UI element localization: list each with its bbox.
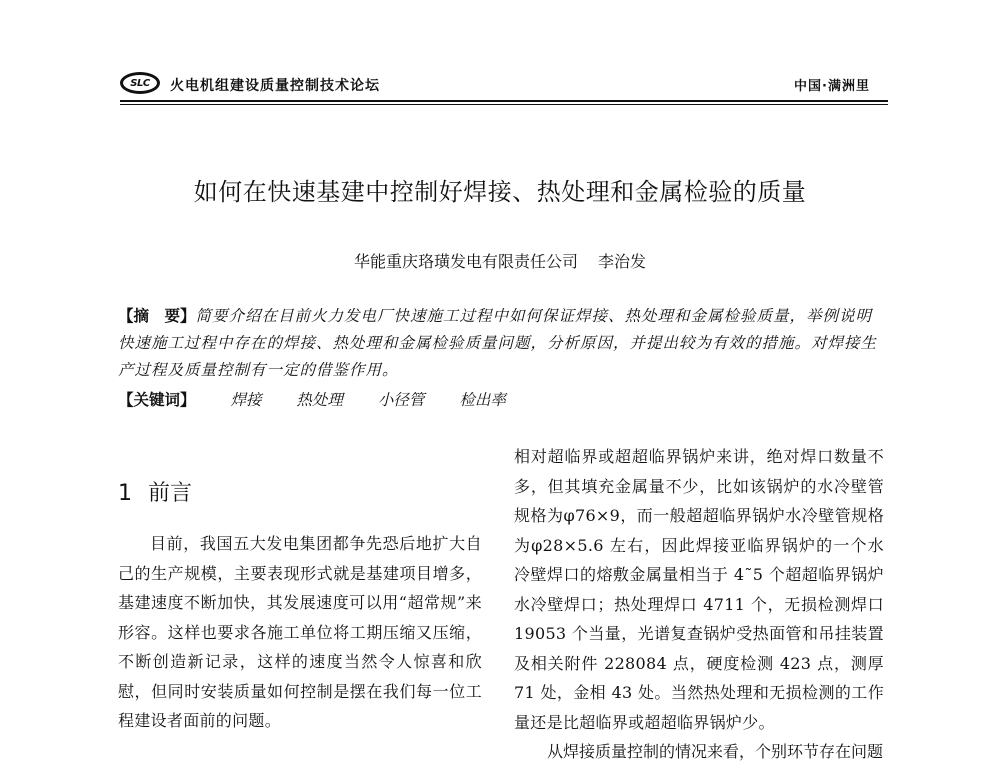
header-rule-thick	[120, 100, 888, 102]
page-header	[120, 70, 888, 100]
abstract-text: 简要介绍在目前火力发电厂快速施工过程中如何保证焊接、热处理和金属检验质量，举例说明快速施工过程中存在的焊接、热处理和金属检验质量问题，分析原因，并提出较为有效的措施。对焊接生产过程及质量控制有一定的借鉴作用。	[118, 307, 878, 379]
logo-text: SLC	[130, 77, 150, 89]
keywords	[118, 388, 506, 410]
forum-logo-icon	[120, 72, 160, 94]
body-paragraph: 相对超临界或超超临界锅炉来讲，绝对焊口数量不多，但其填充金属量不少，比如该锅炉的水冷壁管规格为φ76×9，而一般超超临界锅炉水冷壁管规格为φ28×5.6 左右，因此焊接亚临界锅炉的一个水冷壁焊口的熔敷金属量相当于 4˜5 个超超临界锅炉水冷壁焊口；热处理焊口 4711 个，无损检测焊口 19053 个当量，光谱复查锅炉受热面管和吊挂装置及相关附件 228084 点，硬度检测 423 点，测厚 71 处，金相 43 处。当然热处理和无损检测的工作量还是比超临界或超超临界锅炉少。	[514, 447, 884, 732]
body-paragraph: 目前，我国五大发电集团都争先恐后地扩大自己的生产规模，主要表现形式就是基建项目增多，基建速度不断加快，其发展速度可以用“超常规”来形容。这样也要求各施工单位将工期压缩又压缩，不断创造新记录，这样的速度当然令人惊喜和欣慰，但同时安装质量如何控制是摆在我们每一位工程建设者面前的问题。	[118, 534, 482, 730]
left-column	[118, 529, 482, 736]
right-column	[514, 442, 884, 737]
keyword: 小径管	[377, 391, 425, 409]
keywords-label: 【关键词】	[118, 391, 196, 409]
author-organization: 华能重庆珞璜发电有限责任公司	[353, 252, 578, 271]
cut-off-text: 从焊接质量控制的情况来看，个别环节存在问题	[547, 742, 884, 761]
paper-title: 如何在快速基建中控制好焊接、热处理和金属检验的质量	[193, 178, 807, 206]
keyword: 热处理	[296, 391, 343, 409]
header-rule-thin	[120, 104, 888, 105]
section-number: 1	[118, 481, 132, 506]
author-line	[0, 249, 1000, 272]
forum-location: 中国·满洲里	[794, 79, 870, 94]
cut-off-line	[547, 742, 887, 761]
forum-title: 火电机组建设质量控制技术论坛	[170, 78, 380, 94]
abstract-label: 【摘 要】	[118, 307, 196, 325]
section-heading	[118, 476, 192, 507]
keyword: 焊接	[230, 391, 262, 409]
author-name: 李治发	[598, 252, 647, 271]
keyword: 检出率	[459, 391, 506, 409]
abstract	[118, 303, 886, 384]
section-title: 前言	[148, 481, 193, 506]
